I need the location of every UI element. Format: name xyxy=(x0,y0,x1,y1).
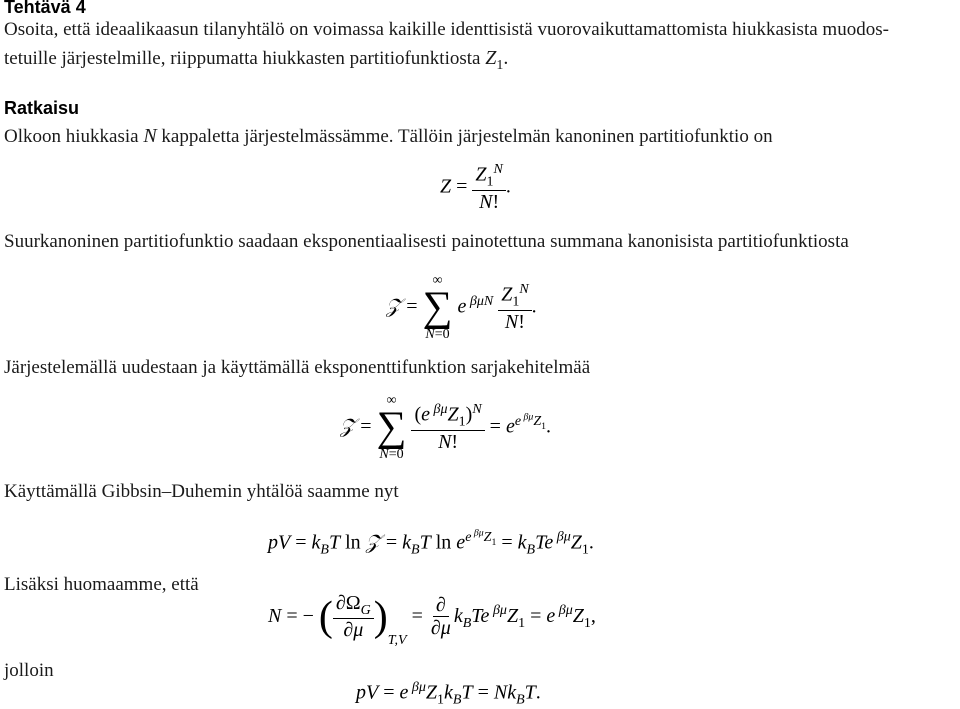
equation-series-expansion: 𝒵 = ∞ ∑ N=0 $\frac{(e ^{\beta\mu}Z_1)^N}{N!}$ = $e^{e ^{\beta\mu}Z_1}$. xyxy=(340,393,552,462)
equation-canonical-partition: Z = $\frac{Z_1^N}{N!}$ . xyxy=(440,162,511,214)
equation-gibbs-duhem: pV = $k_BT$ ln 𝒵 = $k_BT$ $\ln e^{e ^{\beta\mu}Z_1} = k_BTe$ $^{\beta\mu}Z_1$. xyxy=(268,527,594,558)
paragraph-3: Järjestelemällä uudestaan ja käyttämällä eksponenttifunktion sarjakehitelmää xyxy=(4,357,591,378)
fraction: $\frac{\partial}{\partial\mu}$ xyxy=(430,594,451,640)
paragraph-1 xyxy=(4,124,773,149)
fraction: $\frac{(e ^{\beta\mu}Z_1)^N}{N!}$ xyxy=(411,402,484,454)
solution-heading: Ratkaisu xyxy=(4,98,80,118)
paragraph-2: Suurkanoninen partitiofunktio saadaan eksponentiaalisesti painotettuna summana kanonisista partitiofunktiosta xyxy=(4,231,849,252)
fraction: $\frac{Z_1^N}{N!}$ xyxy=(472,162,505,214)
fraction: $\frac{\partial\Omega_G}{\partial\mu}$ xyxy=(333,592,374,642)
paragraph-1-part-b: kappaletta järjestelmässämme. Tällöin järjestelmän kanoninen partitiofunktio on xyxy=(161,126,773,147)
symbol-n: N xyxy=(143,125,157,147)
equation-ideal-gas: pV = e $^{\beta\mu}Z_1k_BT = Nk_BT$. xyxy=(356,680,541,708)
paragraph-1-part-a: Olkoon hiukkasia xyxy=(4,126,139,147)
equation-particle-number: N = − ( $\frac{\partial\Omega_G}{\partial\mu}$ )$_{T,V}$ = $\frac{\partial}{\partial\mu}$ $k_BTe$ $^{\beta\mu}Z_1 = e$ $^{\beta\mu}Z_1$, xyxy=(268,592,596,648)
paragraph-4: Käyttämällä Gibbsin–Duhemin yhtälöä saamme nyt xyxy=(4,481,399,502)
problem-line-1: Osoita, että ideaalikaasun tilanyhtälö on voimassa kaikille identtisistä vuorovaikuttamattomista hiukkasista muodos- xyxy=(4,19,889,40)
problem-line-2 xyxy=(4,46,508,75)
paragraph-5: Lisäksi huomaamme, että xyxy=(4,574,199,595)
summation-sign: ∞ ∑ N=0 xyxy=(422,273,453,342)
summation-sign: ∞ ∑ N=0 xyxy=(376,393,407,462)
paragraph-6: jolloin xyxy=(4,660,54,681)
problem-line-2-text: tetuille järjestelmille, riippumatta hiukkasten partitiofunktiosta xyxy=(4,48,481,69)
equation-grand-canonical: 𝒵 = ∞ ∑ N=0 e $^{\beta\mu N}$ $\frac{Z_1^N}{N!}$ . xyxy=(386,273,537,342)
exercise-heading: Tehtävä 4 xyxy=(4,0,86,17)
symbol-z1: $Z_1$. xyxy=(485,47,509,73)
fraction: $\frac{Z_1^N}{N!}$ xyxy=(498,282,531,334)
